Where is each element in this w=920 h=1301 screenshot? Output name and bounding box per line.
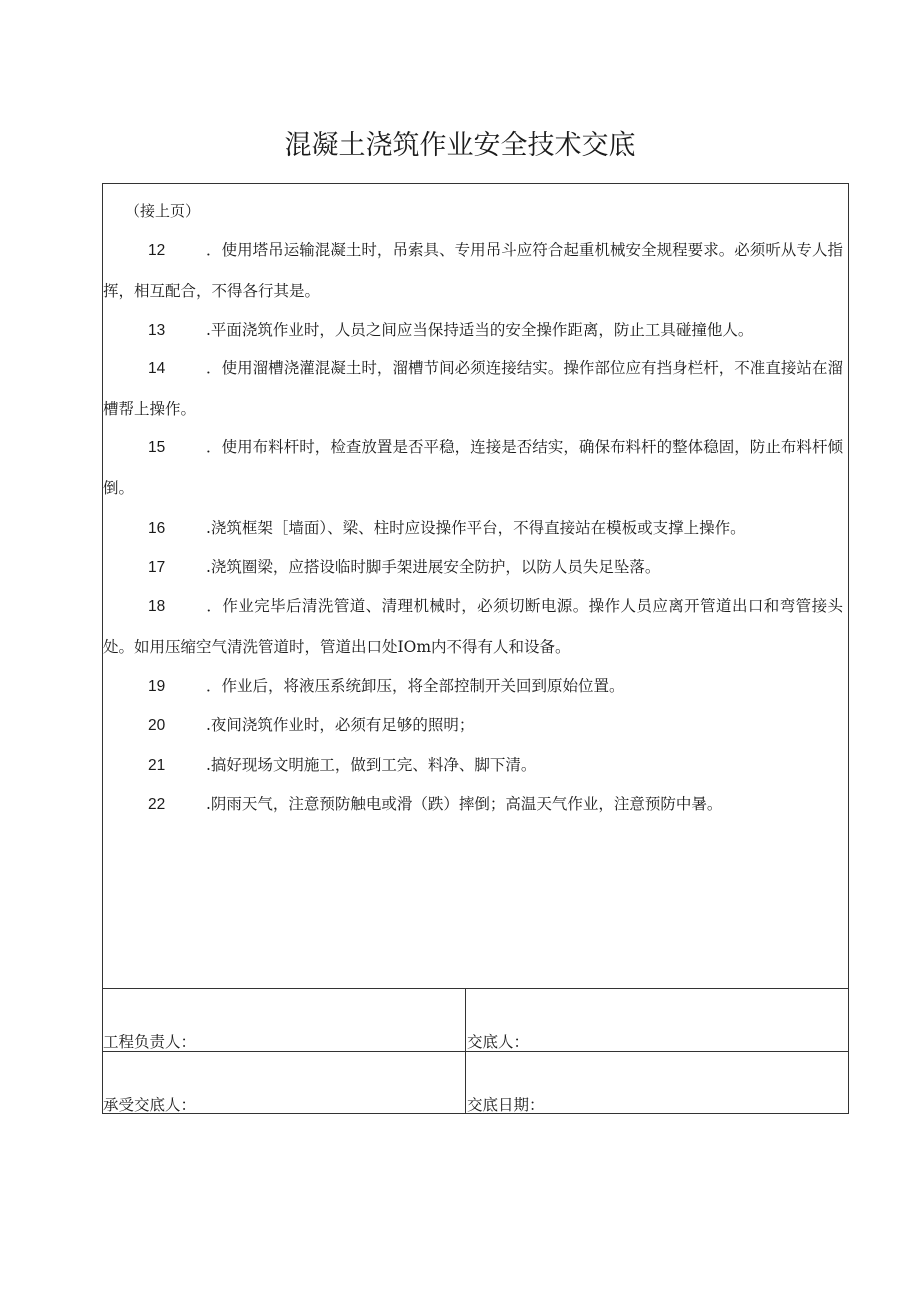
continued-note: （接上页） [125, 202, 201, 220]
list-item [103, 784, 843, 825]
list-item [103, 348, 843, 429]
item-text: ．使用布料杆时，检查放置是否平稳，连接是否结实，确保布料杆的整体稳固，防止布料杆倾倒。 [103, 438, 843, 497]
item-number: 20 [148, 717, 166, 734]
item-text: .搞好现场文明施工，做到工完、料净、脚下清。 [206, 756, 537, 774]
item-text: ．使用塔吊运输混凝土时，吊索具、专用吊斗应符合起重机械安全规程要求。必须听从专人指挥，相互配合，不得各行其是。 [103, 241, 843, 300]
project-leader-label: 工程负责人： [103, 1033, 197, 1051]
list-item [103, 745, 843, 786]
item-number: 19 [148, 678, 166, 695]
list-item [103, 230, 843, 311]
list-item [103, 705, 843, 746]
item-number: 16 [148, 520, 166, 537]
item-text: .平面浇筑作业时，人员之间应当保持适当的安全操作距离，防止工具碰撞他人。 [206, 321, 754, 339]
list-item [103, 508, 843, 549]
item-text: .阴雨天气，注意预防触电或滑（跌）摔倒；高温天气作业，注意预防中暑。 [206, 795, 723, 813]
item-number: 13 [148, 322, 166, 339]
item-number: 21 [148, 757, 166, 774]
item-number: 14 [148, 360, 166, 377]
recipient-label: 承受交底人： [103, 1096, 197, 1114]
brief-date-label: 交底日期： [467, 1096, 545, 1114]
item-number: 22 [148, 796, 166, 813]
list-item [103, 427, 843, 508]
item-text: .浇筑框架［墙面）、梁、柱时应设操作平台，不得直接站在模板或支撑上操作。 [206, 519, 746, 537]
list-item [103, 586, 843, 667]
item-text: ．使用溜槽浇灌混凝土时，溜槽节间必须连接结实。操作部位应有挡身栏杆，不准直接站在溜槽帮上操作。 [103, 359, 843, 418]
item-text: .夜间浇筑作业时，必须有足够的照明； [206, 716, 475, 734]
item-text: .浇筑圈梁，应搭设临时脚手架进展安全防护，以防人员失足坠落。 [206, 558, 661, 576]
item-number: 15 [148, 439, 166, 456]
item-text: ．作业后，将液压系统卸压，将全部控制开关回到原始位置。 [206, 677, 625, 695]
item-number: 18 [148, 598, 166, 615]
list-item [103, 547, 843, 588]
page-title: 混凝土浇筑作业安全技术交底 [284, 130, 636, 161]
item-text: ．作业完毕后清洗管道、清理机械时，必须切断电源。操作人员应离开管道出口和弯管接头处。如用压缩空气清洗管道时，管道出口处IOm内不得有人和设备。 [103, 597, 843, 656]
item-number: 17 [148, 559, 166, 576]
list-item [103, 310, 843, 351]
list-item [103, 666, 843, 707]
briefer-label: 交底人： [467, 1033, 530, 1051]
item-number: 12 [148, 242, 166, 259]
